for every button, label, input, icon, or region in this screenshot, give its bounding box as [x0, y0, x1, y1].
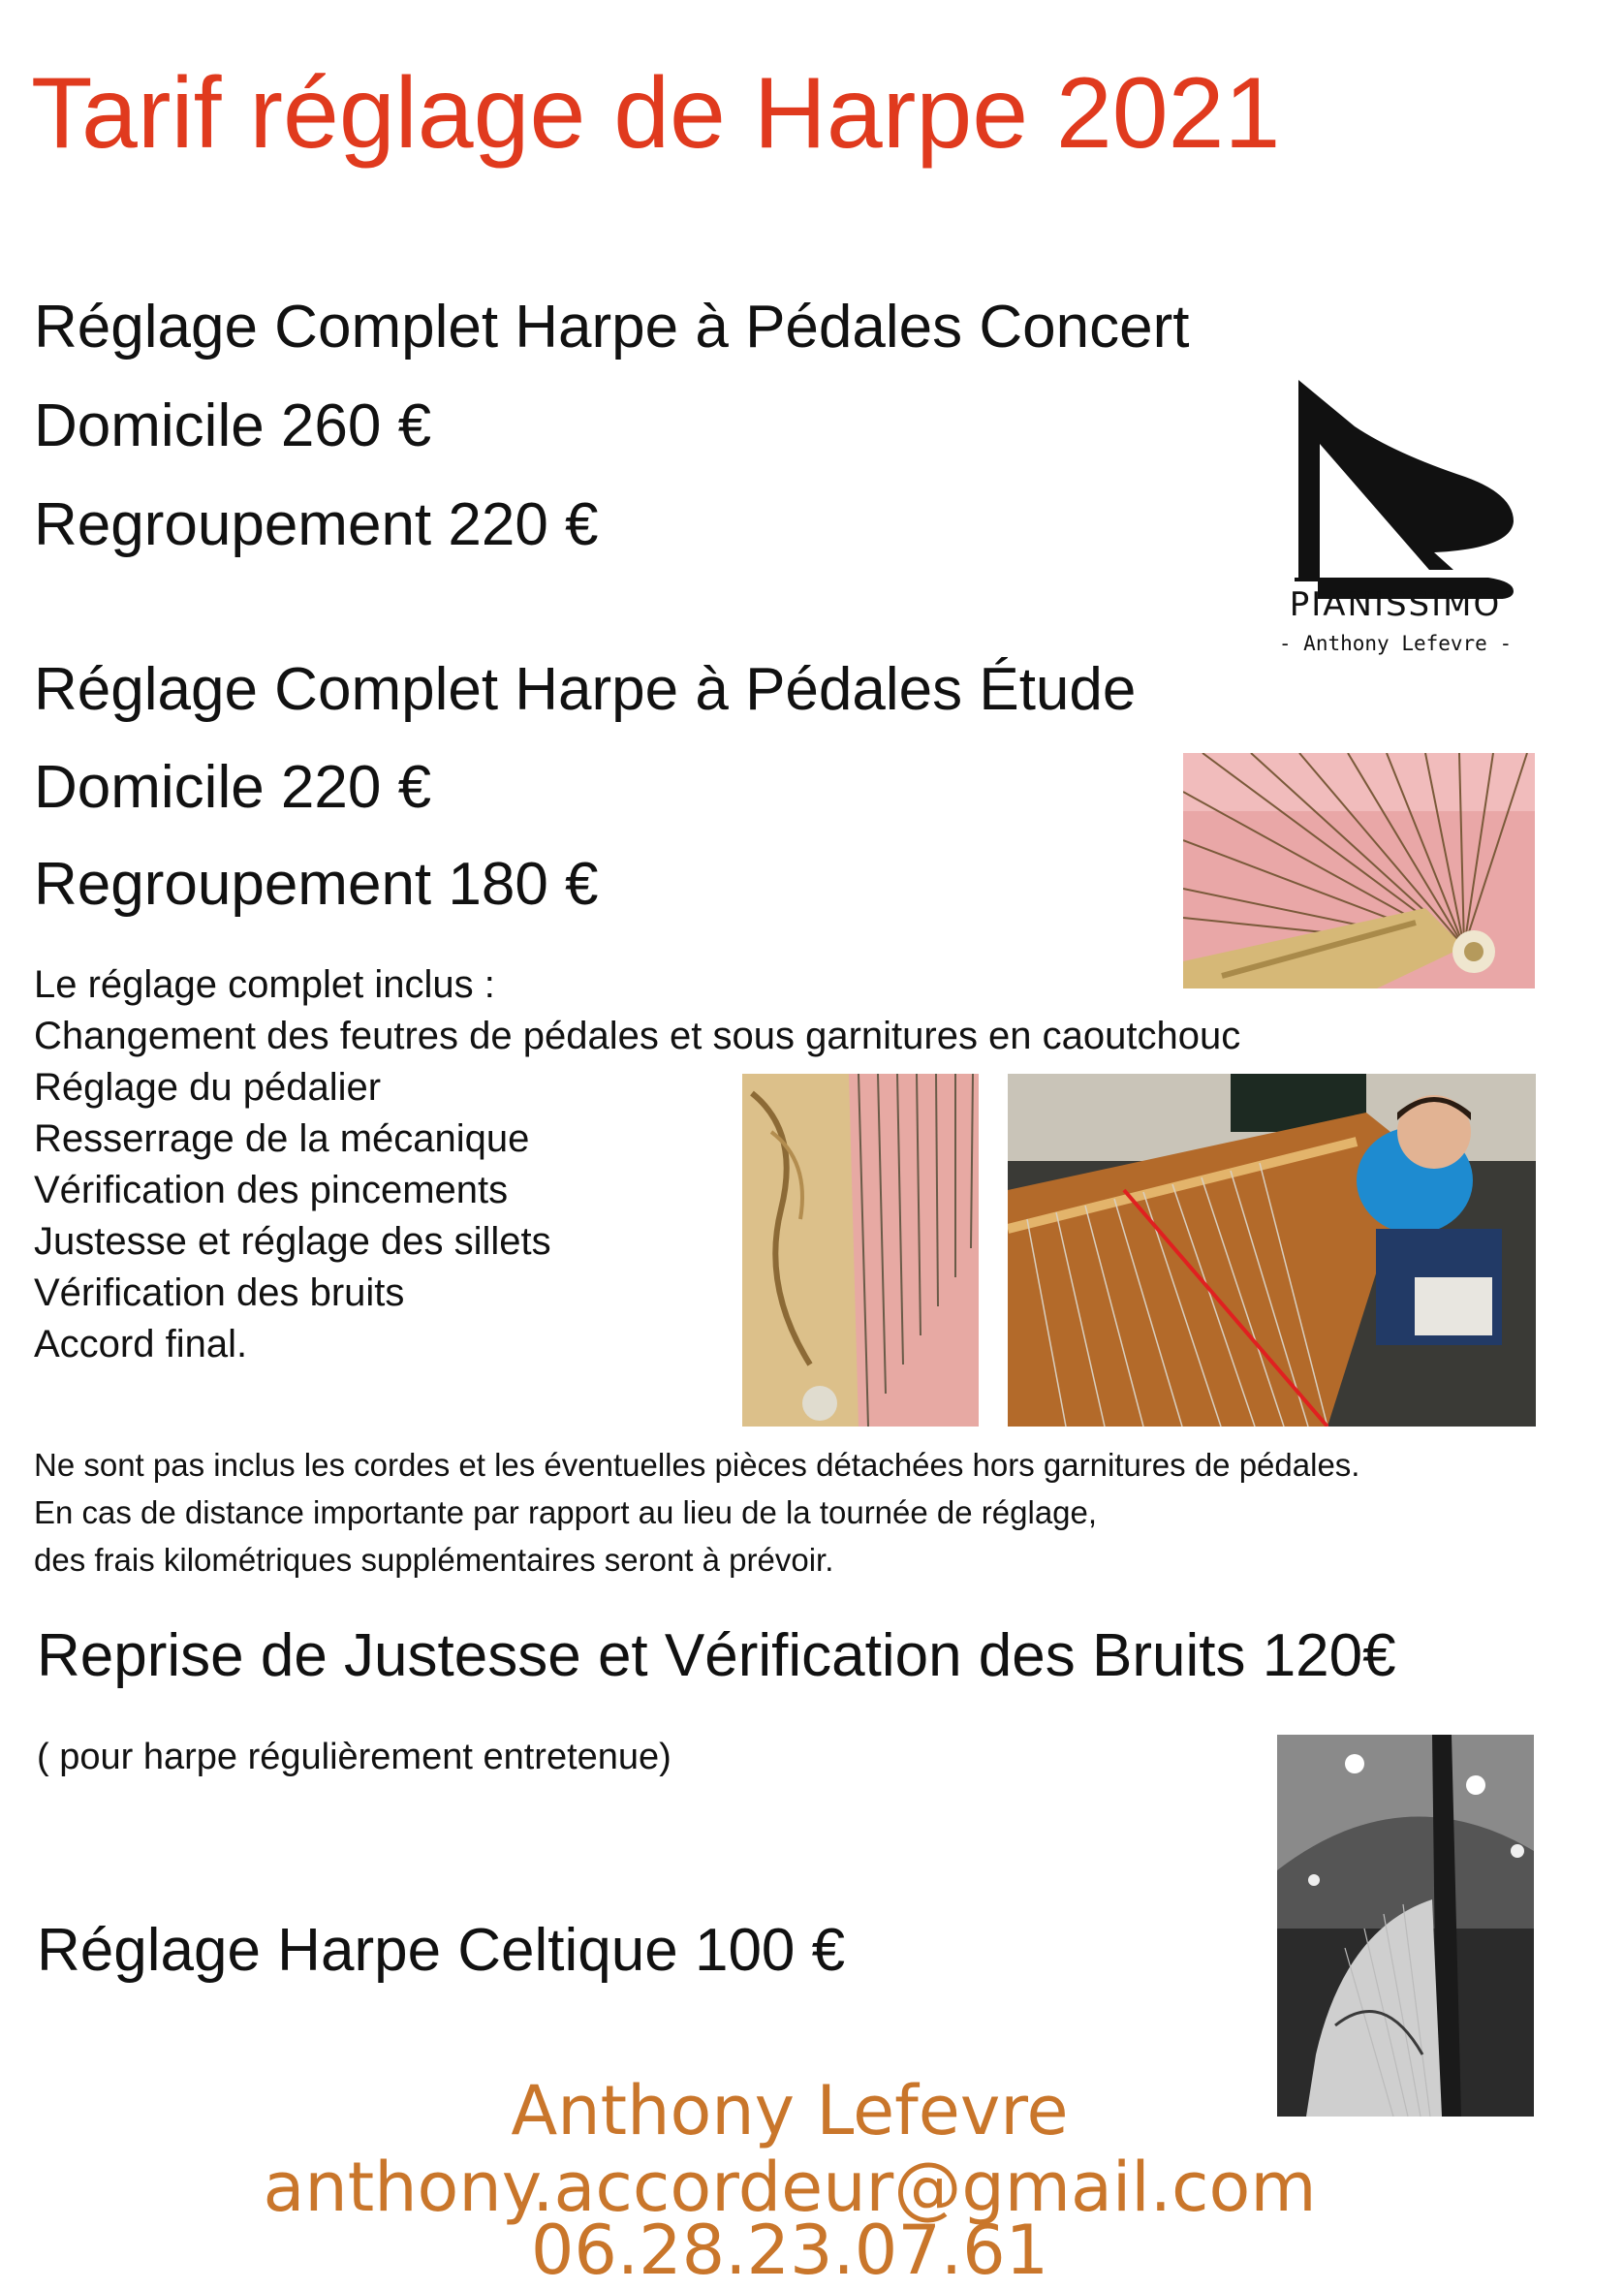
includes-heading: Le réglage complet inclus :	[34, 963, 495, 1006]
offer-concert-regroupement: Regroupement 220 €	[34, 491, 599, 558]
list-item: Accord final.	[34, 1323, 248, 1365]
contact-email[interactable]: anthony.accordeur@gmail.com	[263, 2148, 1317, 2227]
offer-etude-name: Réglage Complet Harpe à Pédales Étude	[34, 656, 1137, 723]
offer-etude-regroupement: Regroupement 180 €	[34, 851, 599, 918]
list-item: Changement des feutres de pédales et sous garnitures en caoutchouc	[34, 1015, 1241, 1057]
reprise-sub: ( pour harpe régulièrement entretenue)	[37, 1737, 671, 1777]
list-item: Vérification des bruits	[34, 1271, 405, 1314]
logo-sub: - Anthony Lefevre -	[1278, 632, 1513, 655]
celtique-offer: Réglage Harpe Celtique 100 €	[37, 1917, 846, 1984]
grand-piano-icon	[1260, 376, 1531, 599]
logo-name: PIANISSIMO	[1289, 585, 1502, 624]
note-line: Ne sont pas inclus les cordes et les éventuelles pièces détachées hors garnitures de pédales.	[34, 1447, 1360, 1483]
contact-name: Anthony Lefevre	[511, 2071, 1069, 2150]
page-title: Tarif réglage de Harpe 2021	[31, 57, 1281, 170]
note-line: En cas de distance importante par rapport au lieu de la tournée de réglage,	[34, 1494, 1098, 1530]
list-item: Resserrage de la mécanique	[34, 1117, 530, 1160]
includes-list	[34, 1011, 1240, 1370]
offer-concert-name: Réglage Complet Harpe à Pédales Concert	[34, 294, 1190, 361]
list-item: Justesse et réglage des sillets	[34, 1220, 551, 1263]
reprise-offer: Reprise de Justesse et Vérification des Bruits 120€	[37, 1622, 1396, 1689]
pianissimo-logo	[1260, 376, 1531, 657]
note-line: des frais kilométriques supplémentaires seront à prévoir.	[34, 1542, 834, 1578]
list-item: Réglage du pédalier	[34, 1066, 382, 1109]
harp-strings-photo	[1183, 753, 1535, 988]
list-item: Vérification des pincements	[34, 1169, 509, 1211]
offer-concert-domicile: Domicile 260 €	[34, 392, 432, 459]
offer-etude-domicile: Domicile 220 €	[34, 754, 432, 821]
contact-phone[interactable]: 06.28.23.07.61	[530, 2211, 1049, 2290]
concert-harp-photo	[1277, 1735, 1534, 2117]
